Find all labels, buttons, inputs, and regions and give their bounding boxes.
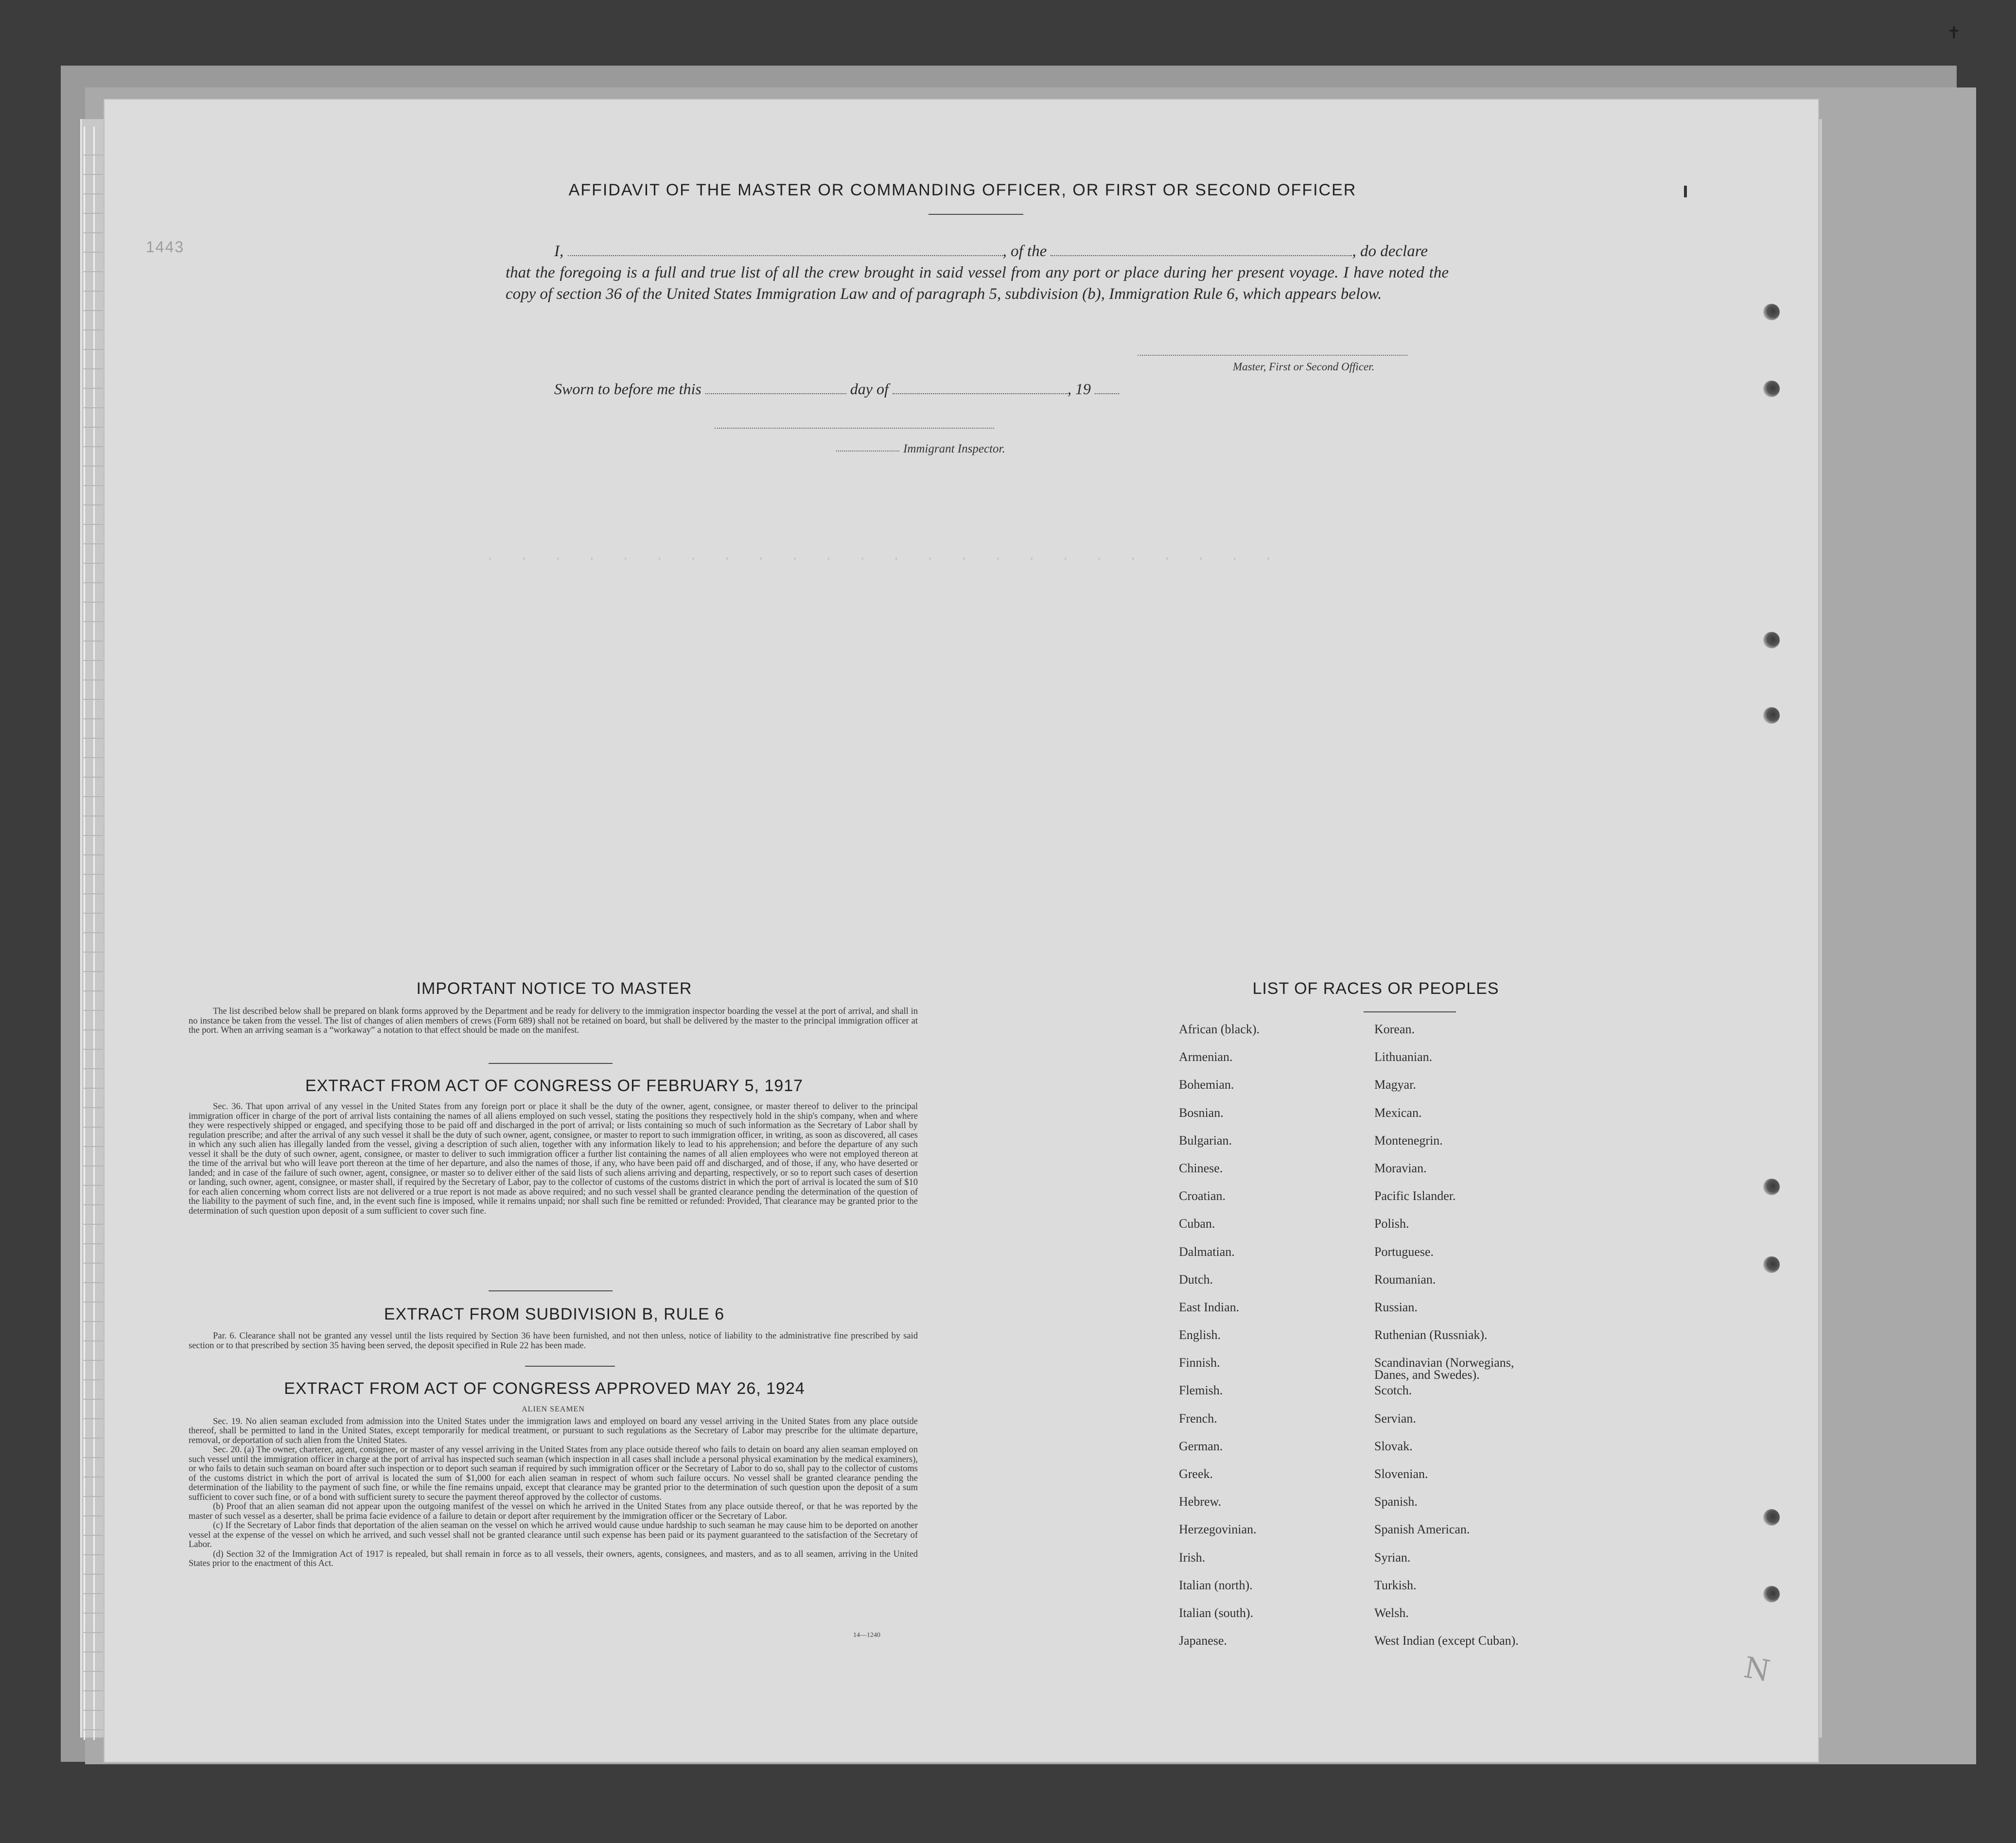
alien-seamen-subtitle: ALIEN SEAMEN: [522, 1405, 585, 1413]
race-item: Montenegrin.: [1374, 1133, 1443, 1148]
race-item: Bulgarian.: [1179, 1133, 1232, 1148]
race-item: Chinese.: [1179, 1161, 1223, 1175]
sec-20d-text: (d) Section 32 of the Immigration Act of 1917 is repealed, but shall remain in force as to all vessels, their owners, agents, consignees, and masters, and as to all seamen, arriving in the United States prior to the enactment of this Act.: [189, 1549, 918, 1568]
bleed-through-text: · · · · · · · · · · · · · · · · · · · · · · · ·: [486, 552, 1281, 567]
rule-6-title: EXTRACT FROM SUBDIVISION B, RULE 6: [384, 1305, 725, 1323]
inspector-signature-lead: [836, 451, 899, 452]
binder-hole: [1763, 1179, 1780, 1195]
race-item: Japanese.: [1179, 1634, 1227, 1648]
races-title: LIST OF RACES OR PEOPLES: [1252, 979, 1499, 998]
race-item: Lithuanian.: [1374, 1050, 1433, 1064]
section-rule: [1364, 1011, 1456, 1012]
sworn-year-field[interactable]: [1095, 393, 1119, 394]
binder-hole: [1763, 707, 1780, 724]
race-item: Dalmatian.: [1179, 1244, 1235, 1259]
race-item: Bosnian.: [1179, 1105, 1224, 1120]
race-item: Greek.: [1179, 1467, 1213, 1481]
sworn-label: Sworn to before me this: [554, 380, 701, 398]
section-rule: [489, 1290, 613, 1291]
rule-6-text: Par. 6. Clearance shall not be granted any vessel until the lists required by Section 36 have been furnished, and not then unless, notice of liability to the administrative fine prescribed by said section or to that prescribed by section 35 having been served, the deposit specified in Rule 22 has been made.: [189, 1331, 918, 1351]
race-item: Servian.: [1374, 1411, 1416, 1426]
act-1917-body: [189, 1102, 918, 1216]
binder-hole: [1763, 381, 1780, 397]
race-item: Korean.: [1374, 1022, 1415, 1036]
race-item: Polish.: [1374, 1217, 1409, 1231]
race-item: French.: [1179, 1411, 1217, 1426]
race-item: Dutch.: [1179, 1272, 1213, 1287]
i-label: I,: [554, 243, 564, 260]
binder-hole: [1763, 304, 1780, 320]
master-signature-label: Master, First or Second Officer.: [1233, 361, 1375, 373]
corner-mark: ✝: [1947, 23, 1961, 43]
act-1924-body: [189, 1404, 918, 1569]
declaration-line: [506, 241, 1449, 262]
act-1924-title: EXTRACT FROM ACT OF CONGRESS APPROVED MAY 26, 1924: [284, 1379, 805, 1398]
vessel-field[interactable]: [1051, 255, 1352, 256]
race-item: Moravian.: [1374, 1161, 1427, 1175]
sec-19-text: Sec. 19. No alien seaman excluded from admission into the United States under the immigration laws and employed on board any vessel arriving in the United States from any place outside thereof, shall be permitted to land in the United States, except temporarily for medical treatment, or pursuant to such regulations as the Secretary of Labor may prescribe for the ultimate departure, removal, or deportation of such alien from the United States.: [189, 1416, 918, 1445]
race-item: Spanish American.: [1374, 1522, 1470, 1537]
race-item: [1374, 1662, 1616, 1690]
act-1917-text: Sec. 36. That upon arrival of any vessel in the United States from any foreign port or place it shall be the duty of the owner, agent, consignee, or master thereof to deliver to the principal immigration officer in charge of the port of arrival lists containing the names of all aliens employed on such vessel, stating the positions they respectively hold in the ship's company, when and where they were respectively shipped or engaged, and specifying those to be paid off and discharged in the port of arrival; or lists containing so much of such information as the Secretary of Labor shall by regulation prescribe; and after the arrival of any such vessel it shall be the duty of such owner, agent, consignee, or master to report to such immigration officer, in writing, as soon as discovered, all cases in which any such alien has illegally landed from the vessel, giving a description of such alien, together with any information likely to lead to his apprehension; and before the departure of any such vessel it shall be the duty of such owner, agent, consignee, or master to deliver to such immigration officer a further list containing the names of all alien employees who were not employed thereon at the time of the arrival but who will leave port thereon at the time of her departure, and also the names of those, if any, who have been paid off and discharged, and of those, if any, who have deserted or landed; and in case of the failure of such owner, agent, consignee, or master so to deliver either of the said lists of such aliens arriving and departing, respectively, or so to report such cases of desertion or landing, such owner, agent, consignee, or master shall, if required by the Secretary of Labor, pay to the collector of customs of the customs district in which the port of arrival is located the sum of $10 for each alien concerning whom correct lists are not delivered or a true report is not made as above required; and no such vessel shall be granted clearance pending the determination of the question of the liability to the payment of such fine, and, in the event such fine is imposed, while it remains unpaid; nor shall such fine be remitted or refunded: Provided, That clearance may be granted prior to the determination of such question upon deposit of a sum sufficient to cover such fine.: [189, 1102, 918, 1216]
race-item: Turkish.: [1374, 1578, 1417, 1592]
notice-title: IMPORTANT NOTICE TO MASTER: [416, 979, 692, 998]
sec-20b-text: (b) Proof that an alien seaman did not appear upon the outgoing manifest of the vessel on which he arrived in the United States from any place outside thereof, or that he was reported by the master of such vessel as a deserter, shall be prima facie evidence of a failure to detain or deport after requirement by the immigration officer or the Secretary of Labor.: [189, 1502, 918, 1521]
master-signature-field[interactable]: [1138, 355, 1407, 356]
race-item: Bohemian.: [1179, 1078, 1234, 1092]
handwritten-mark: N: [1741, 1650, 1773, 1689]
race-item: Hebrew.: [1179, 1495, 1222, 1509]
race-item: Syrian.: [1374, 1550, 1411, 1565]
affidavit-title: AFFIDAVIT OF THE MASTER OR COMMANDING OFFICER, OR FIRST OR SECOND OFFICER: [568, 181, 1357, 199]
race-item: Croatian.: [1179, 1189, 1226, 1203]
race-item: Flemish.: [1179, 1383, 1223, 1398]
race-item: Roumanian.: [1374, 1272, 1436, 1287]
race-item: Mexican.: [1374, 1105, 1422, 1120]
act-1917-title: EXTRACT FROM ACT OF CONGRESS OF FEBRUARY 5, 1917: [305, 1077, 804, 1095]
edge-ruling: [84, 136, 103, 1730]
section-rule: [489, 1063, 613, 1064]
sec-20a-text: Sec. 20. (a) The owner, charterer, agent, consignee, or master of any vessel arriving in the United States from any place outside thereof who fails to detain on board any alien seaman employed on such vessel until the immigration officer in charge at the port of arrival has inspected such seaman (which inspection in all cases shall include a personal physical examination by the medical examiners), or who fails to detain such seaman on board after such inspection or to deport such seaman if required by such immigration officer or the Secretary of Labor to do so, shall pay to the collector of customs of the customs district in which the port of arrival is located the sum of $1,000 for each alien seaman in respect of whom such failure occurs. No vessel shall be granted clearance pending the determination of the liability to the payment of such fine, or while the fine remains unpaid, except that clearance may be granted prior to the determination of such question upon the deposit of a sum sufficient to cover such fine, or of a bond with sufficient surety to secure the payment thereof approved by the collector of customs.: [189, 1445, 918, 1502]
sec-20c-text: (c) If the Secretary of Labor finds that deportation of the alien seaman on the vessel on which he arrived would cause undue hardship to such seaman he may cause him to be deported on another vessel at the expense of the vessel on which he arrived, and such vessel shall not be granted clearance until such expense has been paid or its payment guaranteed to the satisfaction of the Secretary of Labor.: [189, 1521, 918, 1549]
affidavit-body: [506, 241, 1449, 305]
binder-hole: [1763, 1256, 1780, 1273]
binder-hole: [1763, 1509, 1780, 1526]
race-item: [1179, 1662, 1374, 1690]
faint-page-number: 1443: [146, 238, 185, 256]
race-item: East Indian.: [1179, 1300, 1240, 1314]
race-item: Italian (north).: [1179, 1578, 1253, 1592]
binder-hole: [1763, 1586, 1780, 1602]
rule-6-body: [189, 1332, 918, 1351]
section-rule: [525, 1366, 615, 1367]
race-item: English.: [1179, 1328, 1221, 1342]
race-item: Cuban.: [1179, 1217, 1215, 1231]
race-item: African (black).: [1179, 1022, 1260, 1036]
race-item: Scandinavian (Norwegians, Danes, and Swedes).: [1374, 1356, 1514, 1382]
inspector-label: Immigrant Inspector.: [903, 442, 1005, 455]
inspector-signature-field[interactable]: [715, 428, 994, 429]
sworn-month-field[interactable]: [893, 393, 1068, 394]
race-item: Italian (south).: [1179, 1605, 1254, 1620]
sworn-day-field[interactable]: [705, 393, 846, 394]
race-item: Slovak.: [1374, 1439, 1413, 1453]
race-item: Spanish.: [1374, 1495, 1418, 1509]
binder-hole: [1763, 632, 1780, 648]
race-item: Slovenian.: [1374, 1467, 1428, 1481]
day-of-label: day of: [850, 380, 889, 398]
race-item: Armenian.: [1179, 1050, 1233, 1064]
race-item: Magyar.: [1374, 1078, 1416, 1092]
year-label: , 19: [1067, 380, 1091, 398]
race-item: West Indian (except Cuban).: [1374, 1634, 1519, 1648]
race-item: Finnish.: [1179, 1356, 1220, 1370]
form-number: 14—1240: [853, 1632, 880, 1639]
race-item: Pacific Islander.: [1374, 1189, 1456, 1203]
notice-body: [189, 1007, 918, 1036]
title-rule: [929, 214, 1023, 215]
notice-text: The list described below shall be prepared on blank forms approved by the Department and be ready for delivery to the immigration inspector boarding the vessel at the port of arrival, and shall in no instance be taken from the vessel. The list of changes of alien members of crews (Form 689) shall not be retained on board, but shall be delivered by the master to the principal immigration officer at the port. When an arriving seaman is a “workaway” a notation to that effect should be made on the manifest.: [189, 1007, 918, 1035]
declare-label: , do declare: [1352, 243, 1428, 260]
affidavit-statement: that the foregoing is a full and true list of all the crew brought in said vessel from any port or place during her present voyage. I have noted the copy of section 36 of the United States Immigration Law and of paragraph 5, subdivision (b), Immigration Rule 6, which appears below.: [506, 264, 1449, 303]
name-field[interactable]: [568, 255, 1003, 256]
corner-tick: [1684, 186, 1687, 197]
race-item: Welsh.: [1374, 1605, 1409, 1620]
race-item: Irish.: [1179, 1550, 1206, 1565]
race-item: Russian.: [1374, 1300, 1418, 1314]
race-item: Scotch.: [1374, 1383, 1412, 1398]
races-list: [1179, 1023, 1616, 1690]
race-item: Ruthenian (Russniak).: [1374, 1328, 1488, 1342]
sworn-line: [554, 380, 1186, 398]
race-item: Herzegovinian.: [1179, 1522, 1257, 1537]
race-item: German.: [1179, 1439, 1223, 1453]
race-item: Portuguese.: [1374, 1244, 1434, 1259]
of-the-label: , of the: [1002, 243, 1047, 260]
